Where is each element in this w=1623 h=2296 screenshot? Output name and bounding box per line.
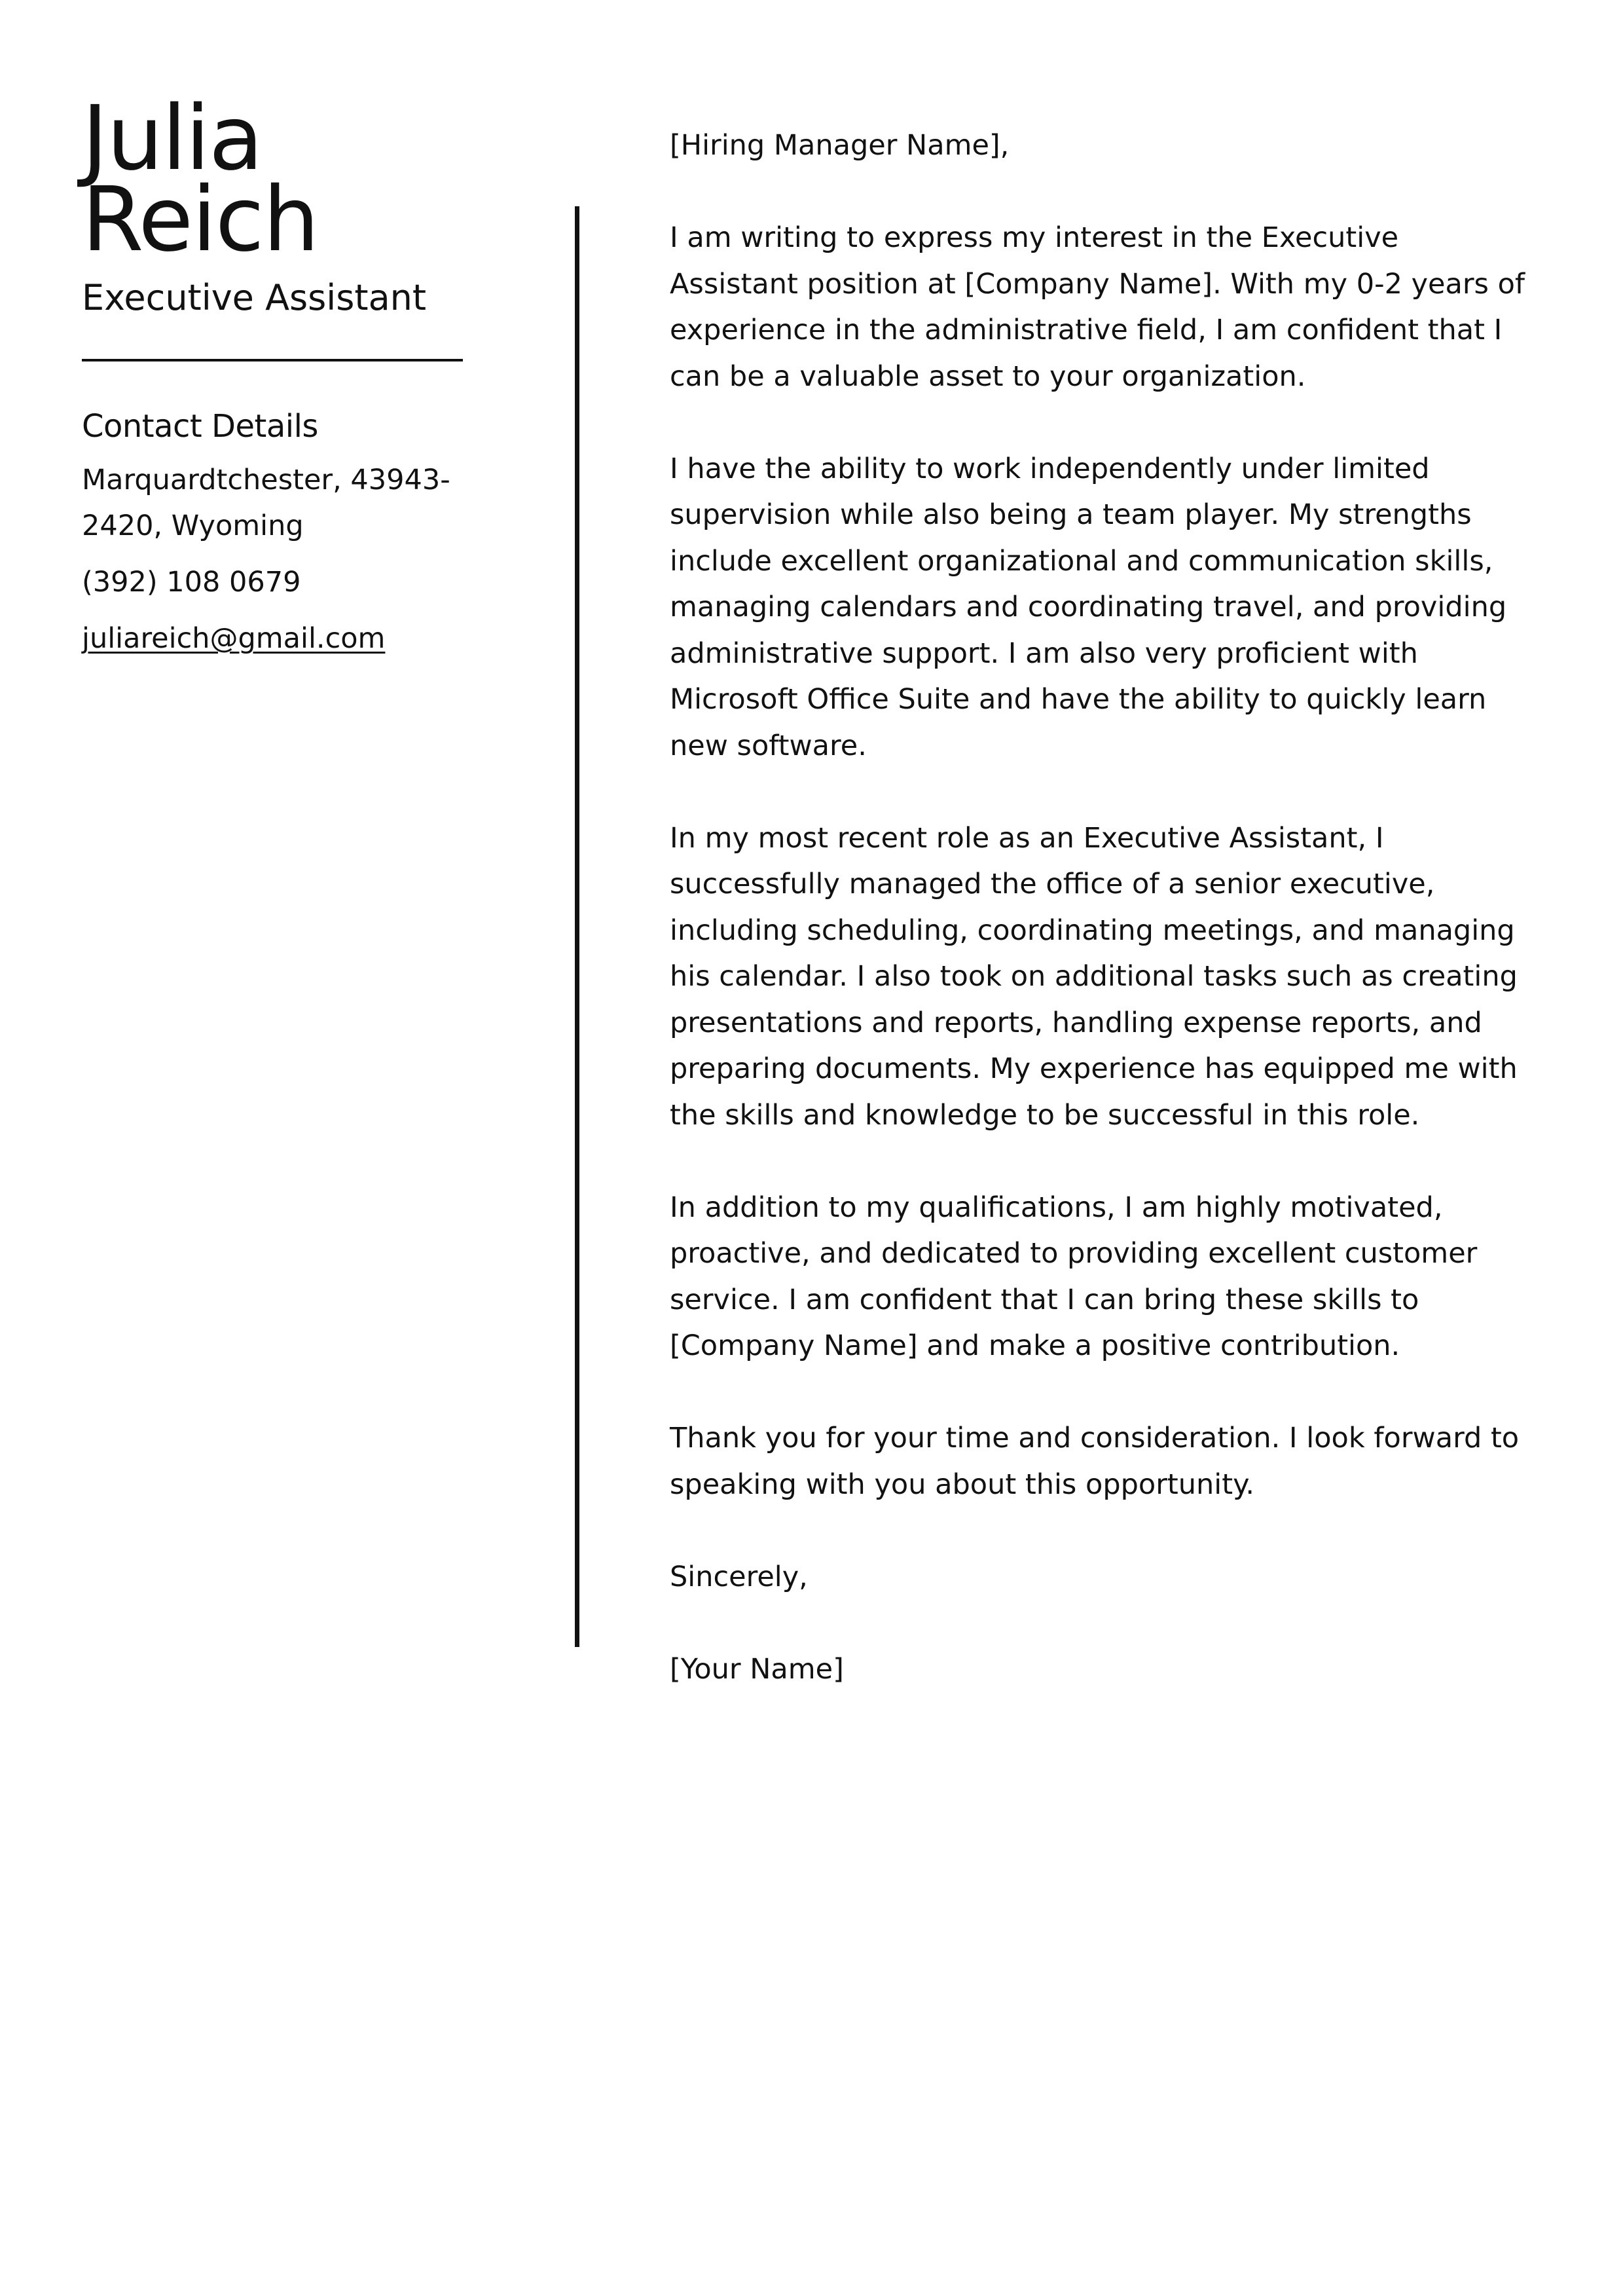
paragraph: Thank you for your time and consideration. I look forward to speaking with you about this opportunity. <box>670 1422 1520 1501</box>
job-title: Executive Assistant <box>82 277 427 318</box>
sidebar <box>82 87 468 661</box>
contact-details <box>82 457 468 661</box>
signature: [Your Name] <box>670 1652 844 1686</box>
paragraph: In my most recent role as an Executive Assistant, I successfully managed the office of a senior executive, including scheduling, coordinating meetings, and managing his calendar. I also took on additional tasks such as creating presentations and reports, handling expense reports, and preparing documents. My experience has equipped me with the skills and knowledge to be successful in this role. <box>670 821 1518 1132</box>
paragraph: I am writing to express my interest in the Executive Assistant position at [Company Name]. With my 0-2 years of experience in the administrative field, I am confident that I can be a valuable asset to your organization. <box>670 221 1525 393</box>
first-name: Julia <box>82 87 263 191</box>
contact-details-heading: Contact Details <box>82 408 318 445</box>
paragraph: I have the ability to work independently under limited supervision while also being a team player. My strengths include excellent organizational and communication skills, managing calendars and coordinating travel, and providing administrative support. I am also very proficient with Microsoft Office Suite and have the ability to quickly learn new software. <box>670 452 1507 762</box>
letter-body <box>670 122 1534 1692</box>
paragraph: In addition to my qualifications, I am highly motivated, proactive, and dedicated to providing excellent customer service. I am confident that I can bring these skills to [Company Name] and make a positive contribution. <box>670 1191 1478 1362</box>
vertical-divider <box>575 206 579 1647</box>
candidate-name <box>82 87 468 272</box>
closing: Sincerely, <box>670 1560 808 1593</box>
email-link[interactable]: juliareich@gmail.com <box>82 622 386 655</box>
sidebar-divider <box>82 359 463 361</box>
phone-number: (392) 108 0679 <box>82 566 301 599</box>
last-name: Reich <box>82 168 318 272</box>
address-line-2: 2420, Wyoming <box>82 509 304 542</box>
address-line-1: Marquardtchester, 43943- <box>82 464 450 496</box>
salutation: [Hiring Manager Name], <box>670 129 1010 162</box>
